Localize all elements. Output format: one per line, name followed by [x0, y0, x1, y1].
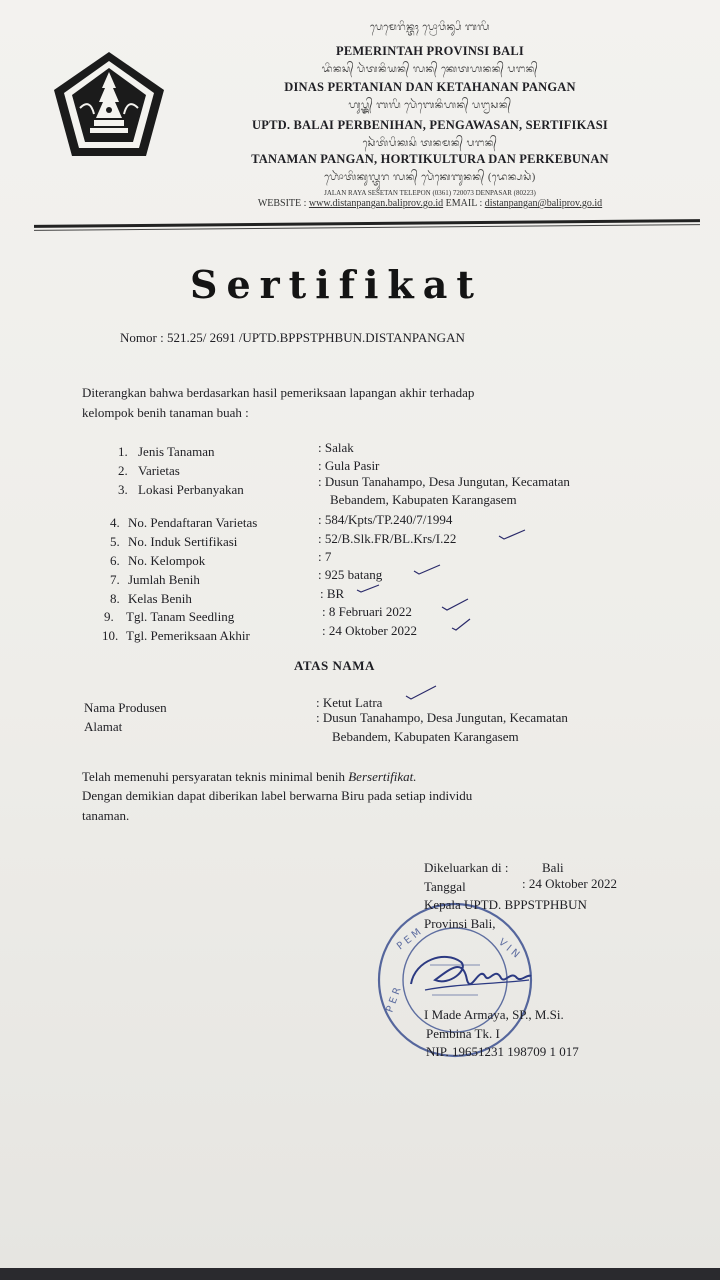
intro-line-1: Diterangkan bahwa berdasarkan hasil pemeriksaan lapangan akhir terhadap	[82, 385, 475, 400]
closing-line-1-text: Telah memenuhi persyaratan teknis minimal benih	[82, 769, 349, 784]
item-label: Jumlah Benih	[128, 572, 200, 587]
item-value: : Salak	[318, 440, 354, 455]
item-number: 10.	[102, 628, 119, 643]
email-label: EMAIL :	[445, 198, 483, 209]
item-label: Varietas	[138, 463, 180, 478]
item-number: 1.	[118, 444, 128, 459]
item-label: No. Induk Sertifikasi	[128, 534, 238, 549]
producer-value: : Ketut Latra	[316, 695, 383, 710]
svg-text:V I N: V I N	[496, 936, 522, 961]
header-org-line2: DINAS PERTANIAN DAN KETAHANAN PANGAN	[284, 80, 576, 94]
item-number: 2.	[118, 463, 128, 478]
item-label: No. Kelompok	[128, 553, 206, 568]
closing-line-1-italic: Bersertifikat.	[348, 769, 417, 784]
intro-line-2: kelompok benih tanaman buah :	[82, 405, 249, 420]
item-number: 7.	[110, 572, 120, 587]
closing-line-2: Dengan demikian dapat diberikan label berwarna Biru pada setiap individu	[82, 788, 473, 803]
closing-line-3: tanaman.	[82, 808, 130, 823]
date-value: : 24 Oktober 2022	[522, 876, 617, 891]
item-number: 8.	[110, 591, 120, 606]
svg-text:P E M: P E M	[395, 926, 424, 953]
header-contact	[160, 198, 700, 209]
signatory-nip: NIP. 19651231 198709 1 017	[426, 1044, 579, 1059]
issued-label: Dikeluarkan di :	[424, 860, 509, 875]
item-value: : 7	[318, 549, 332, 564]
handwritten-check-icon	[404, 683, 438, 701]
item-value: : 52/B.Slk.FR/BL.Krs/I.22	[318, 531, 457, 546]
balinese-script-line: ᬤᬶᬦᬲ᭄ ᬧᬃᬢᬦᬶᬬᬦ᭄ ᬮᬦ᭄ ᬓᬾᬢᬳᬦᬦ᭄ ᬧᬗᬦ᭄	[321, 64, 539, 75]
handwritten-check-icon	[450, 616, 472, 632]
handwritten-check-icon	[497, 527, 527, 541]
address-value: : Dusun Tanahampo, Desa Jungutan, Kecamatan	[316, 710, 568, 725]
document-number	[120, 330, 465, 346]
signatory-rank: Pembina Tk. I	[426, 1026, 500, 1041]
document-title: Sertifikat	[190, 262, 483, 307]
item-label: Tgl. Tanam Seedling	[126, 609, 235, 624]
closing-line-1	[82, 769, 416, 785]
svg-text:P E R: P E R	[384, 986, 404, 1015]
atas-nama-heading: ATAS NAMA	[294, 658, 375, 673]
header-address: JALAN RAYA SESETAN TELEPON (0361) 720073 DENPASAR (80223)	[324, 189, 536, 197]
handwritten-check-icon	[412, 562, 442, 576]
item-number: 5.	[110, 534, 120, 549]
bali-province-emblem-icon	[50, 48, 168, 160]
item-value-continued: Bebandem, Kabupaten Karangasem	[330, 492, 517, 507]
header-org-line4: TANAMAN PANGAN, HORTIKULTURA DAN PERKEBUNAN	[251, 152, 609, 166]
position-line-1: Kepala UPTD. BPPSTPHBUN	[424, 897, 587, 912]
balinese-script-line: ᬳᭀᬃᬢᬶᬓᬸᬮ᭄ᬢᬸᬭ ᬮᬦ᭄ ᬧᬾᬃᬓᬾᬩᬸᬦᬦ᭄ (ᬤᬾᬦ᭄ᬧᬲᬃ)	[324, 172, 536, 183]
header-org-line3: UPTD. BALAI PERBENIHAN, PENGAWASAN, SERTIFIKASI	[252, 118, 608, 132]
number-label: Nomor :	[120, 330, 164, 345]
item-label: Kelas Benih	[128, 591, 192, 606]
website-label: WEBSITE :	[257, 198, 307, 209]
item-value: : 925 batang	[318, 567, 383, 582]
email-link[interactable]: distanpangan@baliprov.go.id	[484, 198, 603, 209]
balinese-script-line: ᬲᬾᬃᬢᬶᬧᬶᬓᬲᬶ ᬢᬦᬫᬦ᭄ ᬧᬗᬦ᭄	[362, 138, 498, 149]
item-number: 9.	[104, 609, 114, 624]
item-value: : Dusun Tanahampo, Desa Jungutan, Kecamatan	[318, 474, 570, 489]
address-label: Alamat	[84, 719, 123, 734]
item-number: 6.	[110, 553, 120, 568]
producer-label: Nama Produsen	[84, 700, 167, 715]
handwritten-check-icon	[355, 582, 381, 594]
signatory-name: I Made Armaya, SP., M.Si.	[424, 1007, 564, 1022]
item-value: : BR	[320, 586, 345, 601]
address-value-continued: Bebandem, Kabupaten Karangasem	[332, 729, 519, 744]
item-label: Tgl. Pemeriksaan Akhir	[126, 628, 250, 643]
handwritten-signature-icon	[405, 940, 535, 1000]
item-number: 3.	[118, 482, 128, 497]
header-org-line1: PEMERINTAH PROVINSI BALI	[336, 44, 524, 58]
item-number: 4.	[110, 515, 120, 530]
position-line-2: Provinsi Bali,	[424, 916, 496, 931]
issued-value: Bali	[542, 860, 564, 875]
item-label: Lokasi Perbanyakan	[138, 482, 244, 497]
item-label: Jenis Tanaman	[138, 444, 215, 459]
item-value: : 24 Oktober 2022	[322, 623, 417, 638]
item-value: : 8 Februari 2022	[322, 604, 412, 619]
date-label: Tanggal	[424, 879, 466, 894]
item-label: No. Pendaftaran Varietas	[128, 515, 258, 530]
item-value: : 584/Kpts/TP.240/7/1994	[318, 512, 453, 527]
item-value: : Gula Pasir	[318, 458, 380, 473]
number-value: 521.25/ 2691 /UPTD.BPPSTPHBUN.DISTANPANGAN	[166, 330, 465, 345]
balinese-script-line: ᬳᬸᬧ᭄ᬢ᭄ᬤ᭄ ᬩᬮᬶ ᬧᬾᬃᬩᬾᬦᬶᬳᬦ᭄ ᬧᬗ᭄ᬯᬲᬦ᭄	[348, 100, 512, 111]
balinese-script-line: ᬧᬾᬫᬾᬭᬶᬦ᭄ᬢᬄ ᬧ᭄ᬭᭀᬯᬶᬦ᭄ᬲᬶ ᬩᬮᬶ	[369, 22, 491, 33]
website-link[interactable]: www.distanpangan.baliprov.go.id	[308, 198, 444, 209]
photo-bottom-edge	[0, 1268, 720, 1280]
handwritten-check-icon	[440, 596, 470, 612]
